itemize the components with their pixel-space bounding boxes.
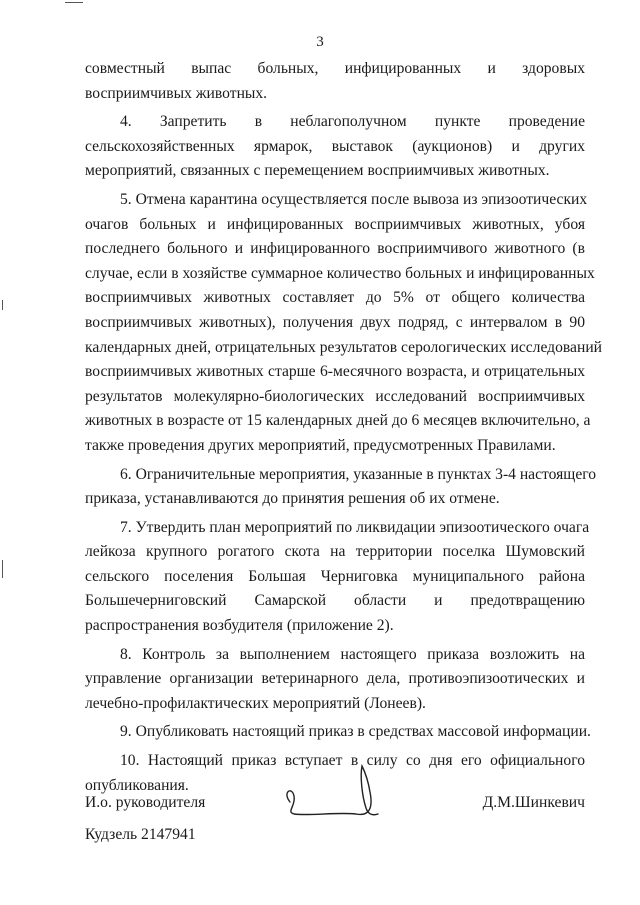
text-line: также проведения других мероприятий, предусмотренных Правилами. [85, 436, 556, 454]
handwritten-signature [278, 762, 388, 822]
paragraph-item-7 [85, 516, 590, 639]
scan-edge-mark [2, 300, 3, 310]
text-line: опубликования. [85, 776, 189, 794]
page-number: 3 [316, 34, 324, 50]
paragraph-continuation [85, 57, 585, 106]
text-line: животных в возрасте от 15 календарных дней до 6 месяцев включительно, а [85, 412, 591, 430]
text-line: 10. Настоящий приказ вступает в силу со дня его официального [120, 752, 585, 770]
text-line: календарных дней, отрицательных результатов серологических исследований [85, 338, 603, 356]
paragraph-item-8 [85, 643, 585, 717]
text-line: лейкоза крупного рогатого скота на территории поселка Шумовский [85, 543, 585, 561]
text-line: случае, если в хозяйстве суммарное количество больных и инфицированных [85, 264, 595, 282]
text-line: 8. Контроль за выполнением настоящего приказа возложить на [120, 645, 585, 663]
paragraph-item-6 [85, 463, 597, 512]
text-line: мероприятий, связанных с перемещением восприимчивых животных. [85, 162, 550, 180]
signer-role: И.о. руководителя [85, 794, 206, 811]
text-line: восприимчивых животных), получения двух подряд, с интервалом в 90 [85, 313, 585, 331]
text-line: восприимчивых животных составляет до 5% от общего количества [85, 289, 585, 307]
paragraph-item-9 [85, 720, 591, 745]
paragraph-item-4 [85, 110, 585, 184]
executor-note: Кудзель 2147941 [85, 826, 196, 843]
text-line: последнего больного и инфицированного восприимчивого животного (в [85, 240, 585, 258]
document-body [85, 57, 603, 798]
text-line: приказа, устанавливаются до принятия решения об их отмене. [85, 490, 500, 508]
text-line: распространения возбудителя (приложение 2). [85, 617, 394, 635]
text-line: Большечерниговский Самарской области и предотвращению [85, 592, 585, 610]
text-line: лечебно-профилактических мероприятий (Лонеев). [85, 694, 426, 712]
signer-name: Д.М.Шинкевич [482, 794, 585, 811]
scan-edge-mark [65, 2, 83, 3]
text-line: восприимчивых животных. [85, 84, 268, 102]
signature-stroke [287, 766, 378, 815]
scan-edge-mark [2, 560, 3, 578]
text-line: очагов больных и инфицированных восприимчивых животных, убоя [85, 215, 585, 233]
text-line: 6. Ограничительные мероприятия, указанные в пунктах 3-4 настоящего [120, 465, 597, 483]
text-line: результатов молекулярно-биологических исследований восприимчивых [85, 387, 585, 405]
text-line: сельского поселения Большая Черниговка муниципального района [85, 567, 585, 585]
text-line: 9. Опубликовать настоящий приказ в средствах массовой информации. [120, 723, 591, 741]
text-line: восприимчивых животных старше 6-месячного возраста, и отрицательных [85, 363, 585, 381]
text-line: совместный выпас больных, инфицированных и здоровых [85, 60, 585, 77]
text-line: 7. Утвердить план мероприятий по ликвидации эпизоотического очага [120, 518, 590, 536]
text-line: 5. Отмена карантина осуществляется после вывоза из эпизоотических [120, 190, 588, 208]
text-line: 4. Запретить в неблагополучном пункте проведение [120, 113, 585, 131]
paragraph-item-5 [85, 188, 603, 459]
text-line: сельскохозяйственных ярмарок, выставок (аукционов) и других [85, 137, 585, 155]
text-line: управление организации ветеринарного дела, противоэпизоотических и [85, 670, 585, 688]
